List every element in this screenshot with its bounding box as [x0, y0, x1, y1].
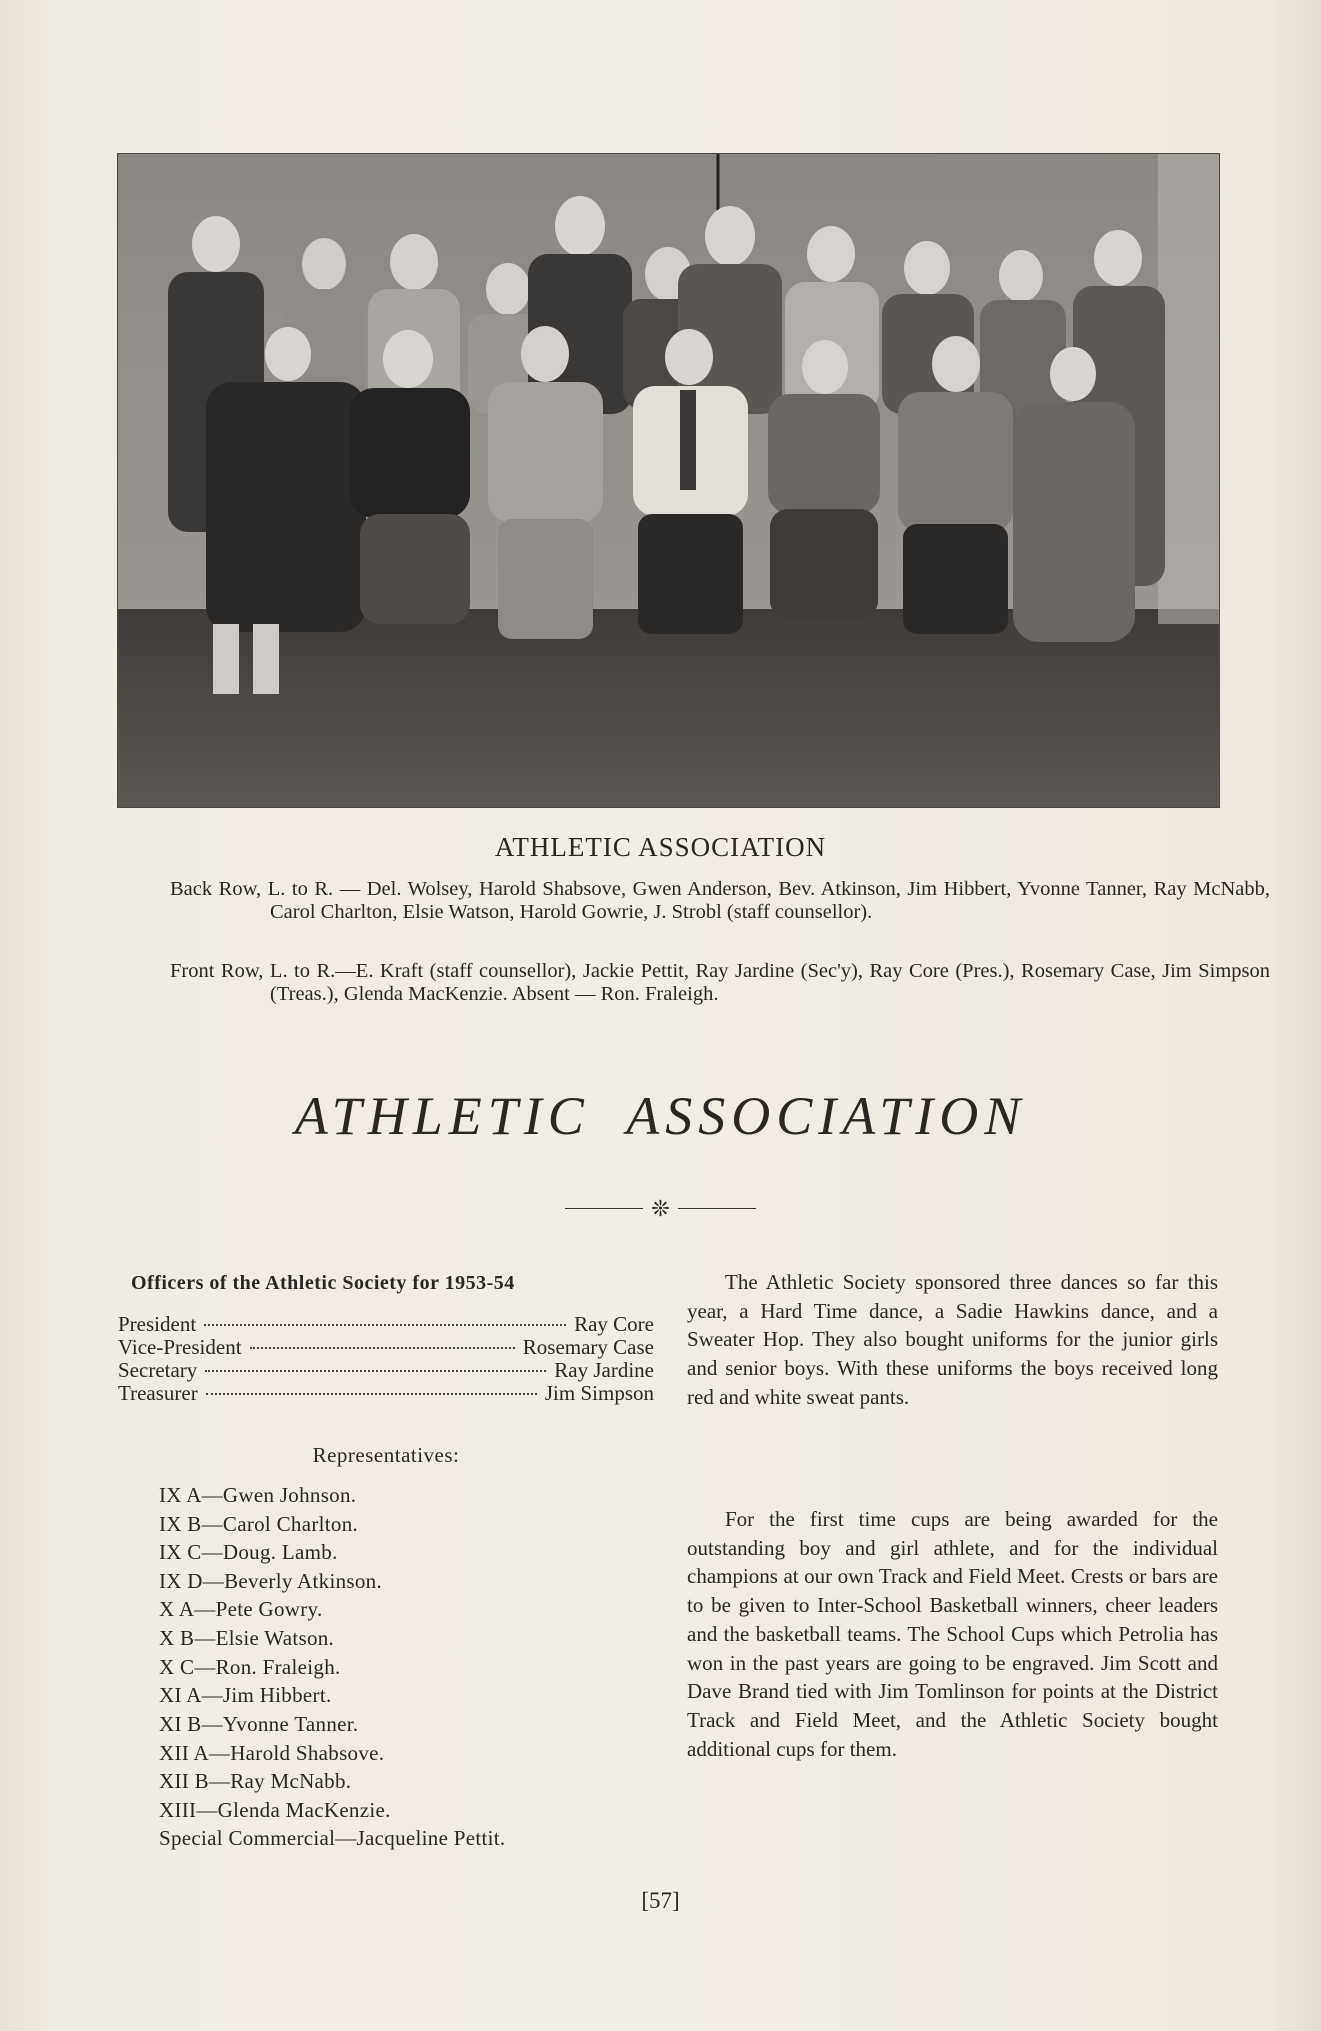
representative-item: X A—Pete Gowry. [159, 1597, 323, 1621]
section-divider [0, 1194, 1321, 1221]
caption-front-row: Front Row, L. to R.—E. Kraft (staff counsellor), Jackie Pettit, Ray Jardine (Sec'y), Ray Core (Pres.), Rosemary Case, Jim Simpson (Treas.), Glenda MacKenzie. Absent — Ron. Fraleigh. [170, 960, 1270, 1005]
leader-dots [206, 1393, 537, 1395]
representative-item: XII A—Harold Shabsove. [159, 1741, 385, 1765]
representative-item: X C—Ron. Fraleigh. [159, 1655, 341, 1679]
officer-name: Ray Jardine [554, 1358, 654, 1382]
representative-item: XII B—Ray McNabb. [159, 1769, 352, 1793]
caption-back-row: Back Row, L. to R. — Del. Wolsey, Harold Shabsove, Gwen Anderson, Bev. Atkinson, Jim Hibbert, Yvonne Tanner, Ray McNabb, Carol Charlton, Elsie Watson, Harold Gowrie, J. Strobl (staff counsellor). [170, 878, 1270, 923]
representatives-heading: Representatives: [312, 1443, 460, 1467]
officer-row [118, 1312, 654, 1336]
officer-role: President [118, 1312, 197, 1336]
officer-role: Secretary [118, 1358, 198, 1382]
officer-row [118, 1358, 654, 1382]
representative-item: XIII—Glenda MacKenzie. [159, 1798, 391, 1822]
representative-item: IX C—Doug. Lamb. [159, 1540, 338, 1564]
officer-name: Jim Simpson [544, 1381, 654, 1405]
representative-item: Special Commercial—Jacqueline Pettit. [159, 1826, 506, 1850]
officer-name: Rosemary Case [522, 1335, 654, 1359]
divider-line-right [678, 1208, 756, 1209]
ornament-star-icon: ❊ [651, 1195, 670, 1221]
photo-caption-title: ATHLETIC ASSOCIATION [494, 832, 827, 862]
leader-dots [205, 1370, 546, 1372]
representative-item: X B—Elsie Watson. [159, 1626, 335, 1650]
divider-line-left [565, 1208, 643, 1209]
representative-item: XI A—Jim Hibbert. [159, 1683, 332, 1707]
representative-item: XI B—Yvonne Tanner. [159, 1712, 359, 1736]
representative-item: IX D—Beverly Atkinson. [159, 1569, 382, 1593]
officer-name: Ray Core [574, 1312, 654, 1336]
leader-dots [250, 1347, 515, 1349]
officers-heading: Officers of the Athletic Society for 1953-54 [131, 1272, 515, 1294]
representative-item: IX B—Carol Charlton. [159, 1512, 359, 1536]
body-paragraph-cups: For the first time cups are being awarded for the outstanding boy and girl athlete, and for the individual champions at our own Track and Field Meet. Crests or bars are to be given to Inter-School Basketball winners, cheer leaders and the basketball teams. The School Cups which Petrolia has won in the past years are going to be engraved. Jim Scott and Dave Brand tied with Jim Tomlinson for points at the District Track and Field Meet, and the Athletic Society bought additional cups for them. [687, 1507, 1218, 1761]
group-photo-icon [118, 154, 1219, 807]
officer-role: Treasurer [118, 1381, 198, 1405]
leader-dots [204, 1324, 566, 1326]
officer-row [118, 1381, 654, 1405]
page-title: ATHLETIC ASSOCIATION [294, 1086, 1027, 1146]
officer-role: Vice-President [118, 1335, 242, 1359]
group-photo [117, 153, 1220, 808]
page-number: [57] [641, 1888, 680, 1913]
body-paragraph-dances: The Athletic Society sponsored three dances so far this year, a Hard Time dance, a Sadie Hawkins dance, and a Sweater Hop. They also bought uniforms for the junior girls and senior boys. With these uniforms the boys received long red and white sweat pants. [687, 1270, 1218, 1409]
representative-item: IX A—Gwen Johnson. [159, 1483, 357, 1507]
officer-row [118, 1335, 654, 1359]
